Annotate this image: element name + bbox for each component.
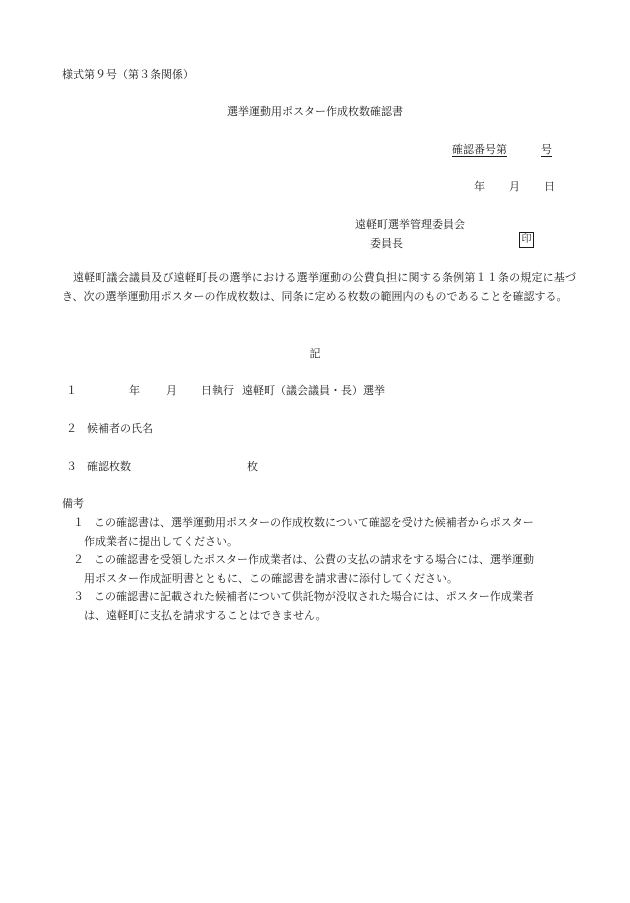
confirmation-suffix: 号 bbox=[541, 143, 552, 156]
seal-box: 印 bbox=[519, 232, 534, 248]
note-number: ３ bbox=[73, 590, 84, 603]
item-number: １ bbox=[66, 384, 77, 397]
note-text-line1: この確認書は、選挙運動用ポスターの作成枚数について確認を受けた候補者からポスター bbox=[94, 516, 534, 529]
item-label: 候補者の氏名 bbox=[87, 422, 153, 435]
confirmation-label: 確認番号第 bbox=[452, 143, 507, 156]
date-year: 年 bbox=[474, 180, 485, 193]
date-day: 日 bbox=[544, 180, 555, 193]
note-item bbox=[62, 550, 576, 588]
item-unit: 枚 bbox=[247, 460, 258, 473]
document-title: 選挙運動用ポスター作成枚数確認書 bbox=[227, 105, 403, 118]
item-day-exec: 日執行 bbox=[201, 384, 234, 397]
item-candidate-name bbox=[66, 420, 153, 436]
item-count bbox=[66, 458, 258, 474]
note-text-line2: は、遠軽町に支払を請求することはできません。 bbox=[84, 609, 327, 622]
note-item bbox=[62, 587, 576, 625]
confirmation-number bbox=[452, 141, 552, 157]
ki-heading: 記 bbox=[309, 347, 321, 360]
note-text-line1: この確認書に記載された候補者について供託物が没収された場合には、ポスター作成業者 bbox=[94, 590, 534, 603]
note-text-line1: この確認書を受領したポスター作成業者は、公費の支払の請求をする場合には、選挙運動 bbox=[94, 553, 534, 566]
note-item bbox=[62, 513, 576, 551]
notes-heading: 備考 bbox=[62, 497, 84, 510]
form-number: 様式第９号（第３条関係） bbox=[62, 68, 194, 81]
item-number: ３ bbox=[66, 460, 77, 473]
note-number: ２ bbox=[73, 553, 84, 566]
date-line bbox=[474, 178, 555, 194]
item-label: 確認枚数 bbox=[87, 460, 131, 473]
issuer-organization: 遠軽町選挙管理委員会 bbox=[355, 218, 465, 231]
note-text-line2: 作成業者に提出してください。 bbox=[84, 535, 238, 548]
item-number: ２ bbox=[66, 422, 77, 435]
item-election bbox=[66, 382, 385, 398]
item-month: 月 bbox=[166, 384, 177, 397]
item-election-name: 遠軽町（議会議員・長）選挙 bbox=[242, 384, 385, 397]
date-month: 月 bbox=[509, 180, 520, 193]
note-text-line2: 用ポスター作成証明書とともに、この確認書を請求書に添付してください。 bbox=[84, 572, 458, 585]
item-year: 年 bbox=[129, 384, 140, 397]
issuer-role: 委員長 bbox=[370, 237, 403, 250]
note-number: １ bbox=[73, 516, 84, 529]
body-paragraph: 遠軽町議会議員及び遠軽町長の選挙における選挙運動の公費負担に関する条例第１１条の規定に基づき、次の選挙運動用ポスターの作成枚数は、同条に定める枚数の範囲内のものであることを確認する。 bbox=[62, 271, 576, 303]
